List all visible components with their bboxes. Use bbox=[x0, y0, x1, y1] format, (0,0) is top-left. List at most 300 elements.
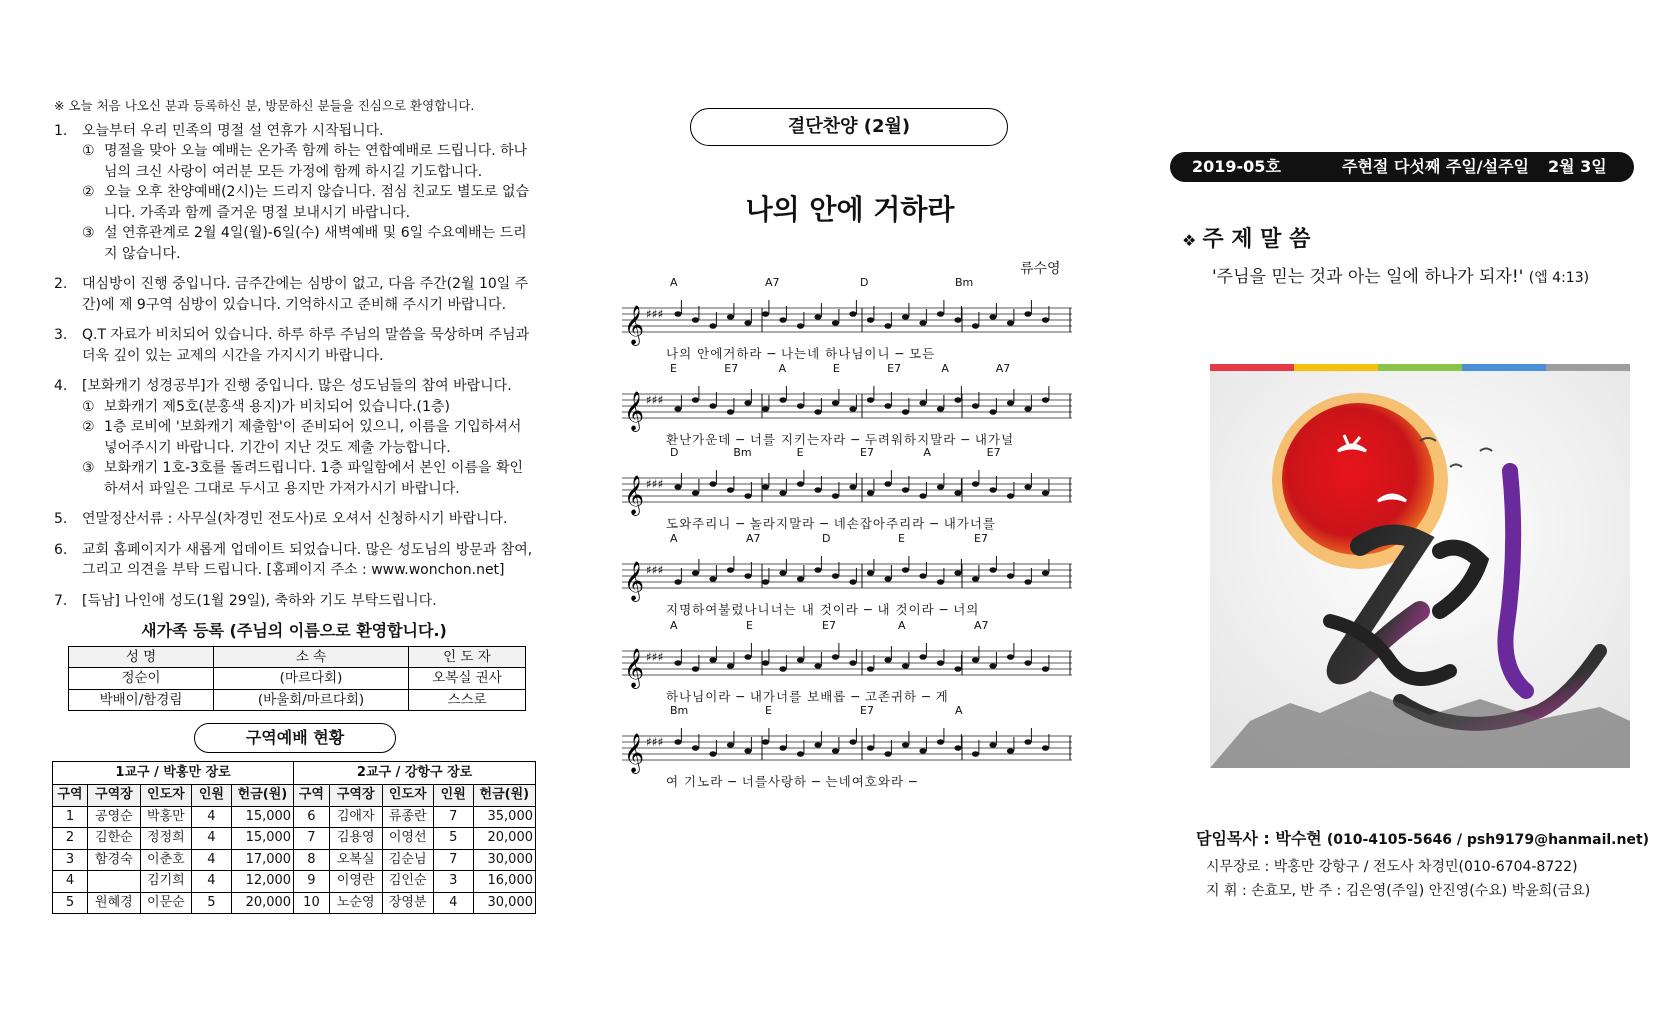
table-cell: 5 bbox=[192, 892, 232, 914]
table-cell: 4 bbox=[433, 892, 473, 914]
chord-symbol: A bbox=[670, 619, 678, 632]
table-cell: 30,000 bbox=[473, 849, 535, 871]
notice-item bbox=[54, 274, 534, 315]
chord-row bbox=[622, 446, 1072, 460]
chord-symbol: A7 bbox=[765, 276, 780, 289]
subitem-marker: ③ bbox=[82, 460, 95, 476]
table-cell: 3 bbox=[53, 849, 88, 871]
chord-symbol: A bbox=[898, 619, 906, 632]
note-head bbox=[954, 317, 961, 323]
note-head bbox=[1042, 666, 1049, 672]
chord-symbol: E7 bbox=[724, 362, 739, 375]
strip-segment bbox=[1462, 364, 1546, 371]
table-cell: 35,000 bbox=[473, 806, 535, 828]
lyric-line: 지명하여불렀나니너는 내 것이라 ─ 내 것이라 ─ 너의 bbox=[666, 602, 980, 617]
note-head bbox=[762, 311, 769, 317]
table-row bbox=[53, 892, 536, 914]
table-cell: 이영선 bbox=[382, 828, 433, 850]
note-head bbox=[1007, 493, 1014, 499]
note-head bbox=[709, 657, 716, 663]
table-row bbox=[53, 806, 536, 828]
notice-subitem bbox=[82, 182, 534, 223]
chord-symbol: E7 bbox=[974, 532, 988, 545]
music-staff-line bbox=[622, 532, 1072, 628]
treble-clef-icon: 𝄞 bbox=[624, 475, 645, 515]
note-head bbox=[954, 397, 961, 403]
note-head bbox=[937, 311, 944, 317]
note-head bbox=[832, 654, 839, 660]
table-header: 구역 bbox=[294, 785, 330, 807]
note-head bbox=[867, 397, 874, 403]
announcements-column bbox=[54, 96, 534, 914]
diamond-bullet-icon: ❖ bbox=[1182, 230, 1197, 250]
key-signature-icon: ♯♯♯ bbox=[646, 650, 664, 664]
subitem-text: 보화캐기 1호-3호를 돌려드립니다. 1층 파일함에서 본인 이름을 확인하셔서 파일은 그대로 두시고 용지만 가져가시기 바랍니다. bbox=[104, 460, 523, 497]
note-head bbox=[692, 317, 699, 323]
note-head bbox=[674, 660, 681, 666]
note-head bbox=[709, 403, 716, 409]
chord-symbol: A7 bbox=[974, 619, 989, 632]
note-head bbox=[937, 660, 944, 666]
strip-segment bbox=[1546, 364, 1630, 371]
note-head bbox=[919, 748, 926, 754]
table-cell: 17,000 bbox=[231, 849, 293, 871]
note-head bbox=[867, 745, 874, 751]
note-head bbox=[692, 666, 699, 672]
table-cell: 원혜경 bbox=[87, 892, 140, 914]
note-head bbox=[797, 751, 804, 757]
note-head bbox=[1007, 573, 1014, 579]
strip-segment bbox=[1210, 364, 1294, 371]
note-head bbox=[762, 739, 769, 745]
treble-clef-icon: 𝄞 bbox=[624, 733, 645, 773]
note-head bbox=[727, 314, 734, 320]
note-head bbox=[937, 739, 944, 745]
note-head bbox=[709, 323, 716, 329]
note-head bbox=[832, 400, 839, 406]
chord-row bbox=[622, 276, 1072, 290]
notice-subitem bbox=[82, 223, 534, 264]
notice-number: 1. bbox=[54, 122, 68, 139]
notice-text: 오늘부터 우리 민족의 명절 설 연휴가 시작됩니다. bbox=[82, 122, 384, 139]
table-header: 구역장 bbox=[329, 785, 382, 807]
table-header: 헌금(원) bbox=[473, 785, 535, 807]
chord-symbol: E bbox=[765, 704, 772, 717]
note-head bbox=[1042, 570, 1049, 576]
chord-row bbox=[622, 532, 1072, 546]
elders-line: 시무장로 : 박홍만 강항구 / 전도사 차경민(010-6704-8722) bbox=[1206, 859, 1578, 875]
table-header: 성 명 bbox=[69, 646, 214, 668]
note-head bbox=[814, 314, 821, 320]
table-cell: 류종란 bbox=[382, 806, 433, 828]
note-head bbox=[692, 490, 699, 496]
treble-clef-icon: 𝄞 bbox=[624, 305, 645, 345]
note-head bbox=[727, 742, 734, 748]
group2-label: 2교구 / 강항구 장로 bbox=[294, 762, 536, 785]
note-head bbox=[744, 400, 751, 406]
strip-segment bbox=[1378, 364, 1462, 371]
table-row bbox=[53, 849, 536, 871]
notice-text: [보화캐기 성경공부]가 진행 중입니다. 많은 성도님들의 참여 바랍니다. bbox=[82, 378, 512, 394]
notice-item bbox=[54, 591, 534, 612]
note-head bbox=[884, 576, 891, 582]
notice-body bbox=[82, 325, 534, 366]
table-cell: 9 bbox=[294, 871, 330, 893]
table-cell: 4 bbox=[192, 849, 232, 871]
note-head bbox=[762, 579, 769, 585]
district-table bbox=[52, 761, 536, 914]
notice-text: 교회 홈페이지가 새롭게 업데이트 되었습니다. 많은 성도님의 방문과 참여, 그리고 의견을 부탁 드립니다. [홈페이지 주소 : www.wonchon.net] bbox=[82, 541, 533, 578]
note-head bbox=[937, 579, 944, 585]
note-head bbox=[972, 481, 979, 487]
note-head bbox=[902, 487, 909, 493]
notice-subitem bbox=[82, 397, 534, 418]
chord-row bbox=[622, 362, 1072, 376]
table-cell: 오복실 bbox=[329, 849, 382, 871]
note-head bbox=[1007, 654, 1014, 660]
notice-body bbox=[82, 540, 534, 581]
chord-symbol: E7 bbox=[822, 619, 836, 632]
note-head bbox=[709, 481, 716, 487]
note-head bbox=[972, 323, 979, 329]
theme-reference: (엡 4:13) bbox=[1528, 270, 1590, 286]
table-cell bbox=[87, 871, 140, 893]
table-header: 소 속 bbox=[214, 646, 409, 668]
note-head bbox=[902, 742, 909, 748]
music-staff-line bbox=[622, 446, 1072, 542]
table-cell: 4 bbox=[192, 806, 232, 828]
note-head bbox=[954, 666, 961, 672]
note-head bbox=[797, 323, 804, 329]
note-head bbox=[709, 751, 716, 757]
note-head bbox=[814, 487, 821, 493]
note-head bbox=[1024, 311, 1031, 317]
note-head bbox=[692, 570, 699, 576]
notice-item bbox=[54, 540, 534, 581]
note-head bbox=[919, 654, 926, 660]
chord-symbol: D bbox=[860, 276, 869, 289]
staff-svg bbox=[622, 720, 1072, 774]
seollal-illustration bbox=[1210, 364, 1630, 768]
note-head bbox=[779, 745, 786, 751]
table-cell: 김한순 bbox=[87, 828, 140, 850]
chord-symbol: A7 bbox=[995, 362, 1011, 375]
note-head bbox=[989, 567, 996, 573]
theme-title: 주 제 말 씀 bbox=[1202, 227, 1311, 252]
note-head bbox=[884, 657, 891, 663]
note-head bbox=[727, 663, 734, 669]
note-head bbox=[867, 317, 874, 323]
subitem-text: 1층 로비에 '보화캐기 제출함'이 준비되어 있으니, 이름을 기입하셔서 넣어주시기 바랍니다. 기간이 지난 것도 제출 가능합니다. bbox=[104, 419, 522, 456]
chord-symbol: A bbox=[778, 362, 787, 375]
note-head bbox=[779, 666, 786, 672]
note-head bbox=[1042, 490, 1049, 496]
note-head bbox=[937, 484, 944, 490]
staff-svg bbox=[622, 292, 1072, 346]
chord-symbol: E7 bbox=[887, 362, 902, 375]
table-row bbox=[53, 828, 536, 850]
table-cell: (바울회/마르다회) bbox=[214, 689, 409, 711]
table-cell: 김용영 bbox=[329, 828, 382, 850]
note-head bbox=[867, 570, 874, 576]
table-cell: 김인순 bbox=[382, 871, 433, 893]
note-head bbox=[954, 570, 961, 576]
note-head bbox=[1024, 484, 1031, 490]
notice-body bbox=[82, 274, 534, 315]
music-staff-line bbox=[622, 704, 1072, 800]
table-cell: 4 bbox=[53, 871, 88, 893]
note-head bbox=[727, 487, 734, 493]
composer: 류수영 bbox=[1020, 261, 1061, 277]
note-head bbox=[692, 397, 699, 403]
theme-verse: '주님을 믿는 것과 아는 일에 하나가 되자!' bbox=[1212, 267, 1524, 287]
table-cell: 1 bbox=[53, 806, 88, 828]
note-head bbox=[954, 490, 961, 496]
notice-item bbox=[54, 509, 534, 530]
chord-symbol: E bbox=[746, 619, 753, 632]
note-head bbox=[1024, 579, 1031, 585]
note-head bbox=[674, 739, 681, 745]
note-head bbox=[779, 490, 786, 496]
choir-line: 지 휘 : 손효모, 반 주 : 김은영(주일) 안진영(수요) 박윤희(금요) bbox=[1206, 883, 1591, 899]
note-head bbox=[972, 751, 979, 757]
subitem-marker: ③ bbox=[82, 225, 95, 241]
note-head bbox=[849, 484, 856, 490]
subitem-text: 오늘 오후 찬양예배(2시)는 드리지 않습니다. 점심 친교도 별도로 없습니다. 가족과 함께 즐거운 명절 보내시기 바랍니다. bbox=[104, 184, 530, 221]
note-head bbox=[884, 323, 891, 329]
chord-symbol: Bm bbox=[733, 446, 752, 459]
table-cell: 김순님 bbox=[382, 849, 433, 871]
table-header: 인도자 bbox=[382, 785, 433, 807]
note-head bbox=[727, 567, 734, 573]
notice-text: [득남] 나인애 성도(1월 29일), 축하와 기도 부탁드립니다. bbox=[82, 592, 437, 609]
table-header: 구역장 bbox=[87, 785, 140, 807]
notice-number: 5. bbox=[54, 511, 68, 527]
table-cell: 이춘호 bbox=[140, 849, 191, 871]
key-signature-icon: ♯♯♯ bbox=[646, 307, 664, 321]
subitem-text: 설 연휴관계로 2월 4일(월)-6일(수) 새벽예배 및 6일 수요예배는 드리지 않습니다. bbox=[104, 225, 527, 262]
table-cell: 20,000 bbox=[473, 828, 535, 850]
table-cell: 4 bbox=[192, 871, 232, 893]
note-head bbox=[797, 576, 804, 582]
table-cell: 이문순 bbox=[140, 892, 191, 914]
table-cell: 5 bbox=[433, 828, 473, 850]
note-head bbox=[797, 657, 804, 663]
table-cell: 김애자 bbox=[329, 806, 382, 828]
chord-symbol: E bbox=[898, 532, 905, 545]
notice-subitem bbox=[82, 141, 534, 182]
chord-symbol: A bbox=[941, 362, 949, 375]
table-header: 구역 bbox=[53, 785, 88, 807]
note-head bbox=[744, 320, 751, 326]
note-head bbox=[797, 481, 804, 487]
subitem-marker: ② bbox=[82, 184, 95, 200]
table-header: 인원 bbox=[433, 785, 473, 807]
table-cell: 장영분 bbox=[382, 892, 433, 914]
subitem-text: 보화캐기 제5호(분홍색 용지)가 비치되어 있습니다.(1층) bbox=[104, 398, 450, 415]
notice-item bbox=[54, 376, 534, 499]
chord-symbol: A bbox=[670, 532, 678, 545]
note-head bbox=[989, 314, 996, 320]
theme-verse-line bbox=[1212, 262, 1589, 287]
lyric-line: 하나님이라 ─ 내가너를 보배롭 ─ 고존귀하 ─ 게 bbox=[666, 689, 949, 704]
subitem-marker: ① bbox=[82, 398, 95, 415]
note-head bbox=[849, 739, 856, 745]
strip-segment bbox=[1294, 364, 1378, 371]
note-head bbox=[919, 320, 926, 326]
note-head bbox=[884, 403, 891, 409]
note-head bbox=[972, 576, 979, 582]
notice-text: 연말정산서류 : 사무실(차경민 전도사)로 오셔서 신청하시기 바랍니다. bbox=[82, 511, 508, 527]
note-head bbox=[1042, 745, 1049, 751]
table-header-row bbox=[69, 646, 526, 668]
table-header: 인 도 자 bbox=[409, 646, 526, 668]
note-head bbox=[814, 742, 821, 748]
notice-text: 대심방이 진행 중입니다. 금주간에는 심방이 없고, 다음 주간(2월 10일 주간)에 제 9구역 심방이 있습니다. 기억하시고 준비해 주시기 바랍니다. bbox=[82, 276, 529, 313]
table-row bbox=[69, 668, 526, 690]
note-head bbox=[762, 406, 769, 412]
table-cell: 오복실 권사 bbox=[409, 668, 526, 690]
table-group-row bbox=[53, 762, 536, 785]
welcome-text: ※ 오늘 처음 나오신 분과 등록하신 분, 방문하신 분들을 진심으로 환영합니다. bbox=[54, 98, 475, 113]
group1-label: 1교구 / 박홍만 장로 bbox=[53, 762, 294, 785]
note-head bbox=[1042, 317, 1049, 323]
note-head bbox=[919, 400, 926, 406]
table-cell: 박홍만 bbox=[140, 806, 191, 828]
table-header: 헌금(원) bbox=[231, 785, 293, 807]
note-head bbox=[674, 484, 681, 490]
chord-row bbox=[622, 704, 1072, 718]
note-head bbox=[674, 406, 681, 412]
note-head bbox=[814, 567, 821, 573]
note-head bbox=[692, 745, 699, 751]
note-head bbox=[937, 406, 944, 412]
table-cell: 박배이/함경림 bbox=[69, 689, 214, 711]
table-cell: 8 bbox=[294, 849, 330, 871]
note-head bbox=[989, 487, 996, 493]
note-head bbox=[849, 660, 856, 666]
sunday-name: 주현절 다섯째 주일/설주일 bbox=[1342, 157, 1530, 176]
notice-number: 3. bbox=[54, 327, 68, 343]
pastor-contact: (010-4105-5646 / psh9179@hanmail.net) bbox=[1326, 832, 1650, 848]
notice-subitem bbox=[82, 417, 534, 458]
note-head bbox=[744, 748, 751, 754]
key-signature-icon: ♯♯♯ bbox=[646, 393, 664, 407]
table-cell: 7 bbox=[294, 828, 330, 850]
table-cell: 6 bbox=[294, 806, 330, 828]
note-head bbox=[832, 573, 839, 579]
chord-symbol: A bbox=[923, 446, 931, 459]
chord-symbol: A bbox=[670, 276, 678, 289]
subitem-text: 명절을 맞아 오늘 예배는 온가족 함께 하는 연합예배로 드립니다. 하나님의 크신 사랑이 여러분 모든 가정에 함께 하시길 기도합니다. bbox=[104, 143, 528, 180]
table-cell: (마르다회) bbox=[214, 668, 409, 690]
newfamily-table bbox=[68, 646, 526, 712]
subitem-marker: ① bbox=[82, 143, 95, 159]
table-header: 인도자 bbox=[140, 785, 191, 807]
chord-symbol: E7 bbox=[860, 446, 874, 459]
district-title: 구역예배 현황 bbox=[194, 723, 396, 753]
notice-item bbox=[54, 325, 534, 366]
chord-symbol: Bm bbox=[670, 704, 689, 717]
table-cell: 3 bbox=[433, 871, 473, 893]
note-head bbox=[972, 657, 979, 663]
table-cell: 2 bbox=[53, 828, 88, 850]
note-head bbox=[832, 320, 839, 326]
note-head bbox=[744, 573, 751, 579]
table-cell: 노순영 bbox=[329, 892, 382, 914]
table-cell: 20,000 bbox=[231, 892, 293, 914]
lyric-line: 도와주리니 ─ 놀라지말라 ─ 네손잡아주리라 ─ 내가너를 bbox=[666, 516, 996, 531]
table-header-row bbox=[53, 785, 536, 807]
table-cell: 김기희 bbox=[140, 871, 191, 893]
bulletin-header bbox=[1170, 152, 1634, 182]
lyric-line: 여 기노라 ─ 너를사랑하 ─ 는네여호와라 ─ bbox=[666, 774, 918, 789]
theme-heading bbox=[1182, 222, 1310, 253]
chord-symbol: E bbox=[796, 446, 804, 459]
note-head bbox=[884, 751, 891, 757]
table-cell: 함경숙 bbox=[87, 849, 140, 871]
notice-body bbox=[82, 591, 534, 612]
table-cell: 16,000 bbox=[473, 871, 535, 893]
note-head bbox=[989, 663, 996, 669]
treble-clef-icon: 𝄞 bbox=[624, 561, 645, 601]
note-head bbox=[867, 666, 874, 672]
note-head bbox=[902, 314, 909, 320]
notice-list bbox=[54, 121, 534, 612]
table-cell: 7 bbox=[433, 849, 473, 871]
chord-symbol: D bbox=[822, 532, 831, 545]
note-head bbox=[1042, 397, 1049, 403]
note-head bbox=[779, 570, 786, 576]
chord-symbol: E7 bbox=[860, 704, 874, 717]
notice-item bbox=[54, 121, 534, 265]
table-row bbox=[53, 871, 536, 893]
note-head bbox=[1007, 400, 1014, 406]
note-head bbox=[919, 493, 926, 499]
music-staff-line bbox=[622, 276, 1072, 372]
subitem-marker: ② bbox=[82, 419, 95, 435]
note-head bbox=[1024, 739, 1031, 745]
notice-subitem bbox=[82, 458, 534, 499]
table-cell: 5 bbox=[53, 892, 88, 914]
staff-svg bbox=[622, 548, 1072, 602]
pastor-name: 담임목사 : 박수현 bbox=[1196, 829, 1322, 848]
treble-clef-icon: 𝄞 bbox=[624, 648, 645, 688]
notice-body bbox=[82, 121, 534, 265]
staff-svg bbox=[622, 462, 1072, 516]
treble-clef-icon: 𝄞 bbox=[624, 391, 645, 431]
table-cell: 15,000 bbox=[231, 828, 293, 850]
lyric-line: 나의 안에거하라 ─ 나는네 하나님이니 ─ 모든 bbox=[666, 346, 936, 361]
hymn-pill: 결단찬양 (2월) bbox=[690, 108, 1008, 146]
note-head bbox=[989, 742, 996, 748]
table-cell: 정순이 bbox=[69, 668, 214, 690]
note-head bbox=[762, 660, 769, 666]
chord-symbol: A bbox=[955, 704, 963, 717]
table-cell: 7 bbox=[433, 806, 473, 828]
note-head bbox=[779, 317, 786, 323]
note-head bbox=[744, 654, 751, 660]
table-cell: 이영란 bbox=[329, 871, 382, 893]
note-head bbox=[814, 663, 821, 669]
note-head bbox=[814, 409, 821, 415]
note-head bbox=[779, 397, 786, 403]
note-head bbox=[797, 403, 804, 409]
notice-number: 2. bbox=[54, 276, 68, 292]
note-head bbox=[1007, 748, 1014, 754]
new-year-artwork bbox=[1210, 371, 1630, 768]
chord-symbol: D bbox=[670, 446, 679, 459]
